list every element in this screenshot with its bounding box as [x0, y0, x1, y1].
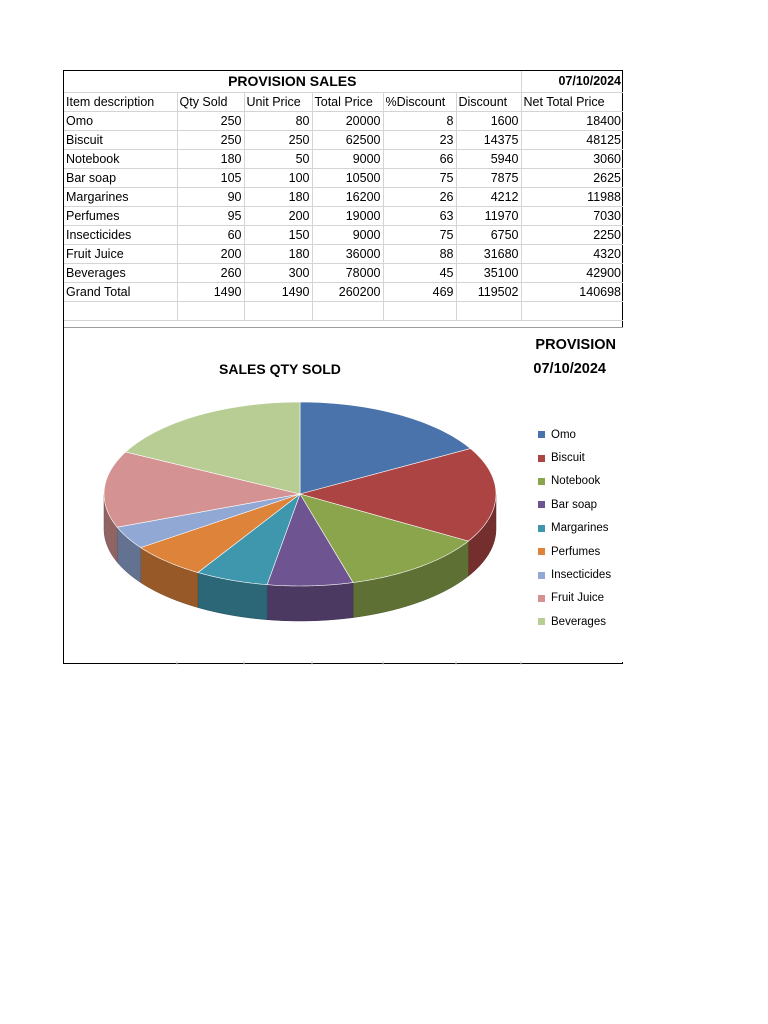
table-row — [64, 207, 623, 226]
value-cell[interactable]: 14375 — [456, 131, 521, 150]
column-header[interactable]: Total Price — [312, 93, 383, 112]
value-cell[interactable]: 180 — [244, 188, 312, 207]
value-cell[interactable]: 4320 — [521, 245, 623, 264]
chart-title: SALES QTY SOLD — [219, 361, 341, 377]
value-cell[interactable]: 100 — [244, 169, 312, 188]
value-cell[interactable]: 9000 — [312, 150, 383, 169]
legend-swatch — [538, 455, 545, 462]
value-cell[interactable]: 78000 — [312, 264, 383, 283]
empty-cell[interactable] — [244, 302, 312, 321]
value-cell[interactable]: 36000 — [312, 245, 383, 264]
column-header[interactable]: Item description — [64, 93, 177, 112]
column-header[interactable]: Qty Sold — [177, 93, 244, 112]
value-cell[interactable]: 260 — [177, 264, 244, 283]
value-cell[interactable]: 18400 — [521, 112, 623, 131]
legend-swatch — [538, 595, 545, 602]
value-cell[interactable]: 35100 — [456, 264, 521, 283]
value-cell[interactable]: 3060 — [521, 150, 623, 169]
legend-swatch — [538, 572, 545, 579]
legend-label: Biscuit — [551, 452, 585, 465]
empty-cell[interactable] — [521, 302, 623, 321]
column-header[interactable]: Net Total Price — [521, 93, 623, 112]
value-cell[interactable]: 60 — [177, 226, 244, 245]
chart-heading-date: 07/10/2024 — [533, 361, 606, 377]
value-cell[interactable]: 6750 — [456, 226, 521, 245]
value-cell[interactable]: 66 — [383, 150, 456, 169]
value-cell[interactable]: 180 — [177, 150, 244, 169]
value-cell[interactable]: 63 — [383, 207, 456, 226]
value-cell[interactable]: 180 — [244, 245, 312, 264]
title-row — [64, 71, 623, 93]
legend-swatch — [538, 525, 545, 532]
column-header[interactable]: %Discount — [383, 93, 456, 112]
grid-stub-lines — [64, 661, 623, 665]
value-cell[interactable]: 48125 — [521, 131, 623, 150]
legend-label: Insecticides — [551, 569, 612, 582]
value-cell[interactable]: 23 — [383, 131, 456, 150]
empty-cell[interactable] — [456, 302, 521, 321]
value-cell[interactable]: 62500 — [312, 131, 383, 150]
legend-item[interactable] — [538, 423, 611, 446]
item-name-cell[interactable]: Grand Total — [64, 283, 177, 302]
value-cell[interactable]: 200 — [244, 207, 312, 226]
table-row — [64, 131, 623, 150]
value-cell[interactable]: 88 — [383, 245, 456, 264]
value-cell[interactable]: 2250 — [521, 226, 623, 245]
legend-label: Notebook — [551, 475, 601, 488]
item-name-cell[interactable]: Notebook — [64, 150, 177, 169]
value-cell[interactable]: 150 — [244, 226, 312, 245]
value-cell[interactable]: 1600 — [456, 112, 521, 131]
legend-label: Margarines — [551, 522, 609, 535]
legend-label: Fruit Juice — [551, 592, 605, 605]
value-cell[interactable]: 80 — [244, 112, 312, 131]
empty-cell[interactable] — [383, 302, 456, 321]
legend-label: Omo — [551, 428, 576, 441]
value-cell[interactable]: 1490 — [177, 283, 244, 302]
spreadsheet — [63, 70, 623, 664]
value-cell[interactable]: 200 — [177, 245, 244, 264]
legend-item[interactable] — [538, 540, 611, 563]
value-cell[interactable]: 90 — [177, 188, 244, 207]
value-cell[interactable]: 20000 — [312, 112, 383, 131]
legend-swatch — [538, 431, 545, 438]
value-cell[interactable]: 10500 — [312, 169, 383, 188]
value-cell[interactable]: 45 — [383, 264, 456, 283]
value-cell[interactable]: 140698 — [521, 283, 623, 302]
value-cell[interactable]: 16200 — [312, 188, 383, 207]
item-name-cell[interactable]: Margarines — [64, 188, 177, 207]
empty-cell[interactable] — [312, 302, 383, 321]
value-cell[interactable]: 300 — [244, 264, 312, 283]
empty-cell[interactable] — [177, 302, 244, 321]
value-cell[interactable]: 7875 — [456, 169, 521, 188]
table-row — [64, 264, 623, 283]
chart-legend — [538, 423, 611, 634]
value-cell[interactable]: 250 — [244, 131, 312, 150]
value-cell[interactable]: 19000 — [312, 207, 383, 226]
legend-label: Perfumes — [551, 545, 601, 558]
value-cell[interactable]: 2625 — [521, 169, 623, 188]
legend-item[interactable] — [538, 493, 611, 516]
legend-swatch — [538, 618, 545, 625]
table-row — [64, 226, 623, 245]
value-cell[interactable]: 5940 — [456, 150, 521, 169]
item-name-cell[interactable]: Bar soap — [64, 169, 177, 188]
legend-item[interactable] — [538, 610, 611, 633]
value-cell[interactable]: 119502 — [456, 283, 521, 302]
header-row — [64, 93, 623, 112]
sheet-title: PROVISION SALES — [64, 71, 521, 93]
item-name-cell[interactable]: Perfumes — [64, 207, 177, 226]
table-row — [64, 188, 623, 207]
item-name-cell[interactable]: Beverages — [64, 264, 177, 283]
provision-sales-table — [64, 71, 623, 321]
value-cell[interactable]: 31680 — [456, 245, 521, 264]
legend-swatch — [538, 478, 545, 485]
value-cell[interactable]: 42900 — [521, 264, 623, 283]
legend-label: Bar soap — [551, 498, 598, 511]
item-name-cell[interactable]: Omo — [64, 112, 177, 131]
value-cell[interactable]: 75 — [383, 169, 456, 188]
legend-item[interactable] — [538, 470, 611, 493]
value-cell[interactable]: 105 — [177, 169, 244, 188]
empty-row — [64, 302, 623, 321]
legend-item[interactable] — [538, 563, 611, 586]
value-cell[interactable]: 1490 — [244, 283, 312, 302]
legend-item[interactable] — [538, 587, 611, 610]
value-cell[interactable]: 7030 — [521, 207, 623, 226]
value-cell[interactable]: 469 — [383, 283, 456, 302]
legend-swatch — [538, 501, 545, 508]
table-row — [64, 112, 623, 131]
legend-item[interactable] — [538, 517, 611, 540]
column-header[interactable]: Discount — [456, 93, 521, 112]
item-name-cell[interactable]: Biscuit — [64, 131, 177, 150]
item-name-cell[interactable]: Fruit Juice — [64, 245, 177, 264]
value-cell[interactable]: 4212 — [456, 188, 521, 207]
value-cell[interactable]: 75 — [383, 226, 456, 245]
value-cell[interactable]: 50 — [244, 150, 312, 169]
value-cell[interactable]: 11970 — [456, 207, 521, 226]
pie-side-bar-soap — [267, 583, 353, 621]
legend-label: Beverages — [551, 615, 606, 628]
legend-item[interactable] — [538, 446, 611, 469]
item-name-cell[interactable]: Insecticides — [64, 226, 177, 245]
value-cell[interactable]: 95 — [177, 207, 244, 226]
legend-swatch — [538, 548, 545, 555]
sheet-date: 07/10/2024 — [521, 71, 623, 93]
pie-top — [104, 402, 496, 586]
column-header[interactable]: Unit Price — [244, 93, 312, 112]
value-cell[interactable]: 9000 — [312, 226, 383, 245]
value-cell[interactable]: 26 — [383, 188, 456, 207]
table-row — [64, 169, 623, 188]
table-row — [64, 245, 623, 264]
grand-total-row — [64, 283, 623, 302]
value-cell[interactable]: 250 — [177, 112, 244, 131]
value-cell[interactable]: 260200 — [312, 283, 383, 302]
chart-heading-provision: PROVISION — [535, 337, 616, 353]
value-cell[interactable]: 11988 — [521, 188, 623, 207]
value-cell[interactable]: 8 — [383, 112, 456, 131]
empty-cell[interactable] — [64, 302, 177, 321]
table-row — [64, 150, 623, 169]
value-cell[interactable]: 250 — [177, 131, 244, 150]
